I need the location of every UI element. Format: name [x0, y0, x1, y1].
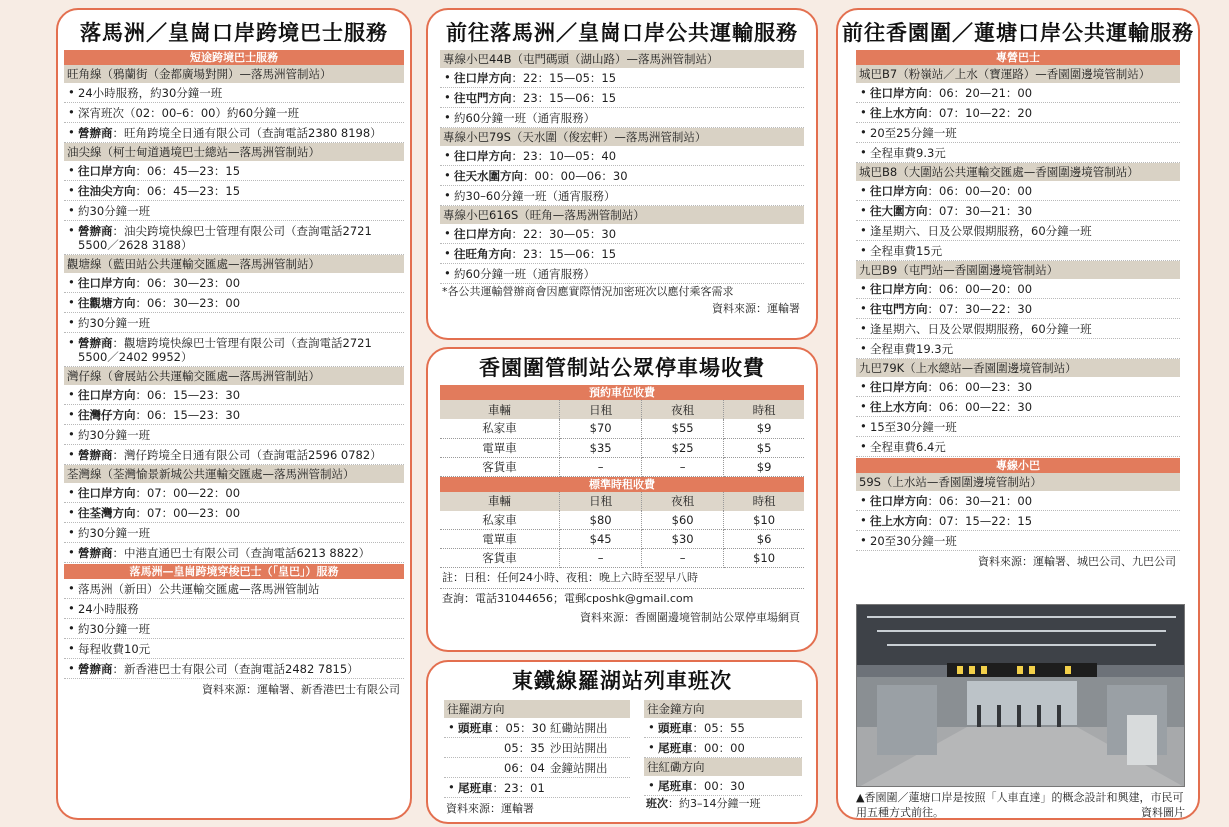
table-row: [440, 549, 804, 568]
table-cell: $70: [560, 419, 642, 438]
table-cell: $80: [560, 511, 642, 530]
list-item: • 營辦商：中港直通巴士有限公司（查詢電話6213 8822）: [64, 543, 404, 563]
list-item: • 營辦商：灣仔跨境全日通有限公司（查詢電話2596 0782）: [64, 445, 404, 465]
section-band: 短途跨境巴士服務: [64, 50, 404, 65]
last-train: • 尾班車：23：01: [444, 778, 630, 798]
list-item: • 往口岸方向：06：00—23：30: [856, 377, 1180, 397]
list-item: • 往大圍方向：07：30—21：30: [856, 201, 1180, 221]
section-band: 專線小巴: [856, 458, 1180, 473]
table-cell: $10: [724, 511, 804, 530]
table-header: 日租: [560, 400, 642, 419]
list-item: • 落馬洲（新田）公共運輸交匯處—落馬洲管制站: [64, 579, 404, 599]
table-cell: –: [560, 549, 642, 568]
list-item: • 往上水方向：06：00—22：30: [856, 397, 1180, 417]
direction-header: 往羅湖方向: [444, 700, 630, 718]
list-item: • 往屯門方向：23：15—06：15: [440, 88, 804, 108]
list-item: • 全程車費15元: [856, 241, 1180, 261]
direction-header: 往金鐘方向: [644, 700, 802, 718]
list-item: • 約60分鐘一班（通宵服務）: [440, 108, 804, 128]
table-cell: –: [560, 457, 642, 476]
shuttle-list: [64, 579, 404, 679]
list-item: • 20至30分鐘一班: [856, 531, 1180, 551]
list-item: • 24小時服務: [64, 599, 404, 619]
list-item: • 往口岸方向：23：10—05：40: [440, 146, 804, 166]
table-header: 日租: [560, 492, 642, 511]
panel-body: [64, 50, 404, 697]
table-row: [440, 511, 804, 530]
list-item: • 營辦商：新香港巴士有限公司（查詢電話2482 7815）: [64, 659, 404, 679]
table-cell: $60: [642, 511, 724, 530]
list-item: • 往口岸方向：06：20—21：00: [856, 83, 1180, 103]
list-item: • 約30分鐘一班: [64, 523, 404, 543]
table-row: [440, 438, 804, 457]
list-item: • 約30分鐘一班: [64, 313, 404, 333]
table-header: 夜租: [642, 400, 724, 419]
list-item: • 全程車費9.3元: [856, 143, 1180, 163]
section-band: 落馬洲—皇崗跨境穿梭巴士（「皇巴」）服務: [64, 564, 404, 579]
route-header: 旺角線（鴉蘭街（金都廣場對開）—落馬洲管制站）: [64, 65, 404, 83]
table-cell: $10: [724, 549, 804, 568]
minibus-list: [856, 473, 1180, 551]
list-item: • 往觀塘方向：06：30—23：00: [64, 293, 404, 313]
list-item: • 營辦商：旺角跨境全日通有限公司（查詢電話2380 8198）: [64, 123, 404, 143]
table-cell: $45: [560, 530, 642, 549]
table-header: 時租: [724, 400, 804, 419]
checkpoint-photo: [856, 604, 1185, 787]
panel-body: [856, 50, 1180, 569]
route-list: [64, 65, 404, 563]
source-note: 資料來源：運輸署: [712, 302, 800, 315]
panel-body: [444, 700, 630, 816]
panel-body-right: [644, 700, 802, 812]
route-header: 荃灣線（荃灣愉景新城公共運輸交匯處—落馬洲管制站）: [64, 465, 404, 483]
section-band: 標準時租收費: [440, 477, 804, 492]
panel-title: 香園圍管制站公眾停車場收費: [479, 356, 765, 380]
table-cell: $55: [642, 419, 724, 438]
list-item: • 往油尖方向：06：45—23：15: [64, 181, 404, 201]
table-cell: $9: [724, 419, 804, 438]
list-item: • 每程收費10元: [64, 639, 404, 659]
table-cell: 電單車: [440, 438, 560, 457]
list-item: • 往口岸方向：06：15—23：30: [64, 385, 404, 405]
direction-header: 往紅磡方向: [644, 758, 802, 776]
panel-body: [440, 385, 804, 625]
route-header: 專線小巴616S（旺角—落馬洲管制站）: [440, 206, 804, 224]
table-cell: $5: [724, 438, 804, 457]
list-item: • 逢星期六、日及公眾假期服務，60分鐘一班: [856, 319, 1180, 339]
reserved-fee-table: [440, 400, 804, 477]
table-cell: 電單車: [440, 530, 560, 549]
panel-title: 落馬洲／皇崗口岸跨境巴士服務: [80, 21, 388, 45]
route-header: 專線小巴79S（天水圍（俊宏軒）—落馬洲管制站）: [440, 128, 804, 146]
route-header: 觀塘線（藍田站公共運輸交匯處—落馬洲管制站）: [64, 255, 404, 273]
list-item: • 24小時服務，約30分鐘一班: [64, 83, 404, 103]
list-item: • 往灣仔方向：06：15—23：30: [64, 405, 404, 425]
list-item: • 15至30分鐘一班: [856, 417, 1180, 437]
last-train: • 尾班車：00：00: [644, 738, 802, 758]
panel-cross-border-bus: [56, 8, 412, 820]
list-item: • 全程車費19.3元: [856, 339, 1180, 359]
list-item: • 營辦商：油尖跨境快線巴士管理有限公司（查詢電話2721 5500／2628 3188）: [64, 221, 404, 255]
footnote: *各公共運輸營辦商會因應實際情況加密班次以應付乘客需求: [442, 285, 734, 298]
list-item: • 往上水方向：07：15—22：15: [856, 511, 1180, 531]
panel-east-rail: [426, 660, 818, 824]
list-item: • 全程車費6.4元: [856, 437, 1180, 457]
list-item: • 約30分鐘一班: [64, 425, 404, 445]
first-train-row: 05：35 沙田站開出: [444, 738, 630, 758]
table-header: 夜租: [642, 492, 724, 511]
list-item: • 往旺角方向：23：15—06：15: [440, 244, 804, 264]
route-list: [440, 50, 804, 284]
table-cell: $35: [560, 438, 642, 457]
table-header: 時租: [724, 492, 804, 511]
list-item: • 約30分鐘一班: [64, 201, 404, 221]
panel-title: 前往落馬洲／皇崗口岸公共運輸服務: [446, 21, 798, 45]
route-header: 專線小巴44B（屯門碼頭（湖山路）—落馬洲管制站）: [440, 50, 804, 68]
list-item: • 約30–60分鐘一班（通宵服務）: [440, 186, 804, 206]
first-train-row: • 頭班車 ：05：30 紅磡站開出: [444, 718, 630, 738]
panel-title: 東鐵線羅湖站列車班次: [512, 669, 732, 693]
last-train: • 尾班車：00：30: [644, 776, 802, 796]
list-item: • 往荃灣方向：07：00—23：00: [64, 503, 404, 523]
route-header: 油尖線（柯士甸道過境巴士總站—落馬洲管制站）: [64, 143, 404, 161]
route-header: 九巴B9（屯門站—香園圍邊境管制站）: [856, 261, 1180, 279]
list-item: • 往口岸方向：06：30—21：00: [856, 491, 1180, 511]
list-item: • 約30分鐘一班: [64, 619, 404, 639]
table-cell: $6: [724, 530, 804, 549]
list-item: • 往口岸方向：06：45—23：15: [64, 161, 404, 181]
photo-caption: ▲香園圍／蓮塘口岸是按照「人車直達」的概念設計和興建，市民可用五種方式前往。 資料圖片: [856, 791, 1185, 819]
table-row: [440, 530, 804, 549]
list-item: • 逢星期六、日及公眾假期服務，60分鐘一班: [856, 221, 1180, 241]
contact-note: 查詢：電話31044656；電郵cposhk@gmail.com: [442, 592, 694, 605]
list-item: • 約60分鐘一班（通宵服務）: [440, 264, 804, 284]
route-header: 城巴B8（大圍站公共運輸交匯處—香園圍邊境管制站）: [856, 163, 1180, 181]
route-header: 59S（上水站—香園圍邊境管制站）: [856, 473, 1180, 491]
table-cell: $30: [642, 530, 724, 549]
source-note: 資料來源：香園圍邊境管制站公眾停車場網頁: [580, 611, 800, 624]
list-item: • 往口岸方向：06：30—23：00: [64, 273, 404, 293]
first-train-row: 06：04 金鐘站開出: [444, 758, 630, 778]
table-cell: 私家車: [440, 511, 560, 530]
table-cell: $25: [642, 438, 724, 457]
list-item: • 往口岸方向：06：00—20：00: [856, 279, 1180, 299]
table-cell: –: [642, 457, 724, 476]
list-item: • 20至25分鐘一班: [856, 123, 1180, 143]
standard-fee-table: [440, 492, 804, 569]
list-item: • 往上水方向：07：10—22：20: [856, 103, 1180, 123]
panel-parking-fees: [426, 347, 818, 652]
section-band: 專營巴士: [856, 50, 1180, 65]
table-row: [440, 419, 804, 438]
first-train: • 頭班車：05：55: [644, 718, 802, 738]
table-cell: $9: [724, 457, 804, 476]
list-item: • 往口岸方向：06：00—20：00: [856, 181, 1180, 201]
list-item: • 往屯門方向：07：30—22：30: [856, 299, 1180, 319]
table-cell: 客貨車: [440, 549, 560, 568]
route-header: 九巴79K（上水總站—香園圍邊境管制站）: [856, 359, 1180, 377]
panel-body: [440, 50, 804, 316]
route-header: 灣仔線（會展站公共運輸交匯處—落馬洲管制站）: [64, 367, 404, 385]
list-item: • 往口岸方向：22：30—05：30: [440, 224, 804, 244]
source-note: 資料來源：運輸署: [446, 802, 534, 815]
list-item: • 往口岸方向：07：00—22：00: [64, 483, 404, 503]
route-header: 城巴B7（粉嶺站／上水（寶運路）—香園圍邊境管制站）: [856, 65, 1180, 83]
table-cell: –: [642, 549, 724, 568]
section-band: 預約車位收費: [440, 385, 804, 400]
fee-note: 註：日租：任何24小時、夜租：晚上六時至翌早八時: [440, 568, 804, 589]
list-item: • 往天水圍方向：00：00—06：30: [440, 166, 804, 186]
table-header: 車輛: [440, 492, 560, 511]
panel-public-transport-lok-ma-chau: [426, 8, 818, 340]
source-note: 資料來源：運輸署、城巴公司、九巴公司: [978, 555, 1176, 568]
table-cell: 私家車: [440, 419, 560, 438]
list-item: • 營辦商：觀塘跨境快線巴士管理有限公司（查詢電話2721 5500／2402 9952）: [64, 333, 404, 367]
first-train-list: [444, 718, 630, 778]
panel-title: 前往香園圍／蓮塘口岸公共運輸服務: [842, 21, 1194, 45]
route-list: [856, 65, 1180, 457]
source-note: 資料來源：運輸署、新香港巴士有限公司: [202, 683, 400, 696]
list-item: • 深宵班次（02：00–6：00）約60分鐘一班: [64, 103, 404, 123]
table-cell: 客貨車: [440, 457, 560, 476]
table-row: [440, 457, 804, 476]
table-header: 車輛: [440, 400, 560, 419]
frequency-note: 班次：約3–14分鐘一班: [646, 797, 761, 810]
checkpoint-hall-illustration: [857, 605, 1185, 787]
list-item: • 往口岸方向：22：15—05：15: [440, 68, 804, 88]
